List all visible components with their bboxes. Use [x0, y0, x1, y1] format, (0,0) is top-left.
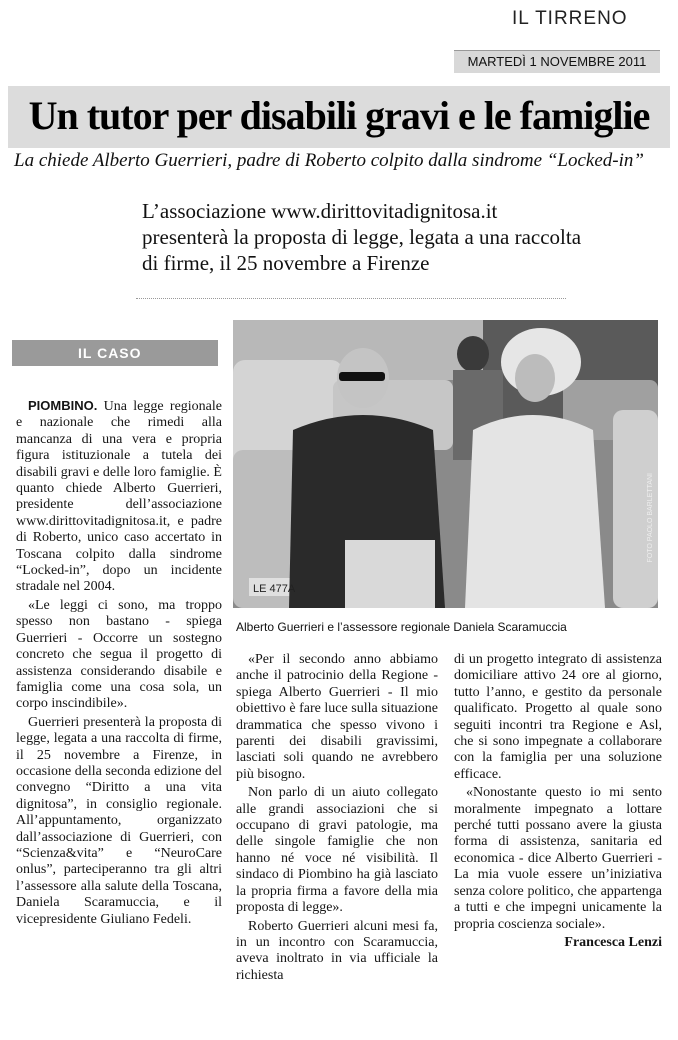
- paragraph: [16, 398, 222, 596]
- publication-date: MARTEDÌ 1 NOVEMBRE 2011: [454, 50, 660, 73]
- article-column-3: [454, 652, 662, 951]
- paragraph: «Nonostante questo io mi sento moralmente impegnato a lottare perché tutti possano avere la giusta forma di assistenza, sanitaria ed economica - dice Alberto Guerrieri - La mia vuole essere un’iniziativa senza colore politico, che appartenga a tutti e che impegni unicamente la propria coscienza sociale».: [454, 785, 662, 932]
- paragraph: Non parlo di un aiuto collegato alle grandi associazioni che si occupano di gravi patologie, ma delle singole famiglie che non hanno né voce né visibilità. Il sindaco di Piombino ha già lasciato la propria firma a favore della mia proposta di legge».: [236, 785, 438, 916]
- author-signature: Francesca Lenzi: [564, 934, 662, 950]
- paragraph: «Per il secondo anno abbiamo anche il patrocinio della Regione - spiega Alberto Guerrieri - Il mio obiettivo è fare luce sulla situazione drammatica che spesso vivono i parenti dei disabili gravissimi, lasciati soli quando ne avrebbero più bisogno.: [236, 652, 438, 782]
- dateline: PIOMBINO.: [28, 398, 98, 413]
- paragraph: di un progetto integrato di assistenza domiciliare attivo 24 ore al giorno, tutto l’anno, e gestito da personale qualificato. Progetto al quale sono seguiti incontri tra Regione e Asl, che si sono impegnate a collaborare con la famiglia per una soluzione efficace.: [454, 652, 662, 782]
- article-column-2: [236, 652, 438, 986]
- paragraph-text: Una legge regionale e nazionale che rimedi alla mancanza di una vera e propria figura istituzionale a tutela dei disabili gravi e delle loro famiglie. È quanto chiede Alberto Guerrieri, presidente dell’associazione www.dirittovitadignitosa.it, e padre di Roberto, unico caso accertato in Toscana colpito dalla sindrome “Locked-in”, dopo un incidente stradale nel 2004.: [16, 399, 222, 595]
- newspaper-name: IL TIRRENO: [512, 8, 628, 29]
- paragraph: Guerrieri presenterà la proposta di legge, legata a una raccolta di firme, il 25 novembre a Firenze, in occasione della seconda edizione del convegno “Diritto a una vita dignitosa”, in consiglio regionale. All’appuntamento, organizzato dall’associazione di Guerrieri, con “Scienza&vita” e “NeuroCare onlus”, parteciperanno tra gli altri l’assessore alla salute della Toscana, Daniela Scaramuccia, e il vicepresidente Giuliano Fedeli.: [16, 714, 223, 927]
- article-column-1: [16, 398, 222, 930]
- paragraph: Roberto Guerrieri alcuni mesi fa, in un incontro con Scaramuccia, aveva inoltrato in via ufficiale la richiesta: [236, 918, 438, 983]
- photo-illustration: [233, 320, 658, 608]
- section-tag: IL CASO: [12, 340, 218, 366]
- license-plate-text: LE 477A: [253, 583, 296, 595]
- deck-divider: [136, 298, 566, 299]
- photo-caption: Alberto Guerrieri e l’assessore regionale Daniela Scaramuccia: [236, 620, 567, 634]
- article-deck: L’associazione www.dirittovitadignitosa.it presenterà la proposta di legge, legata a una raccolta di firme, il 25 novembre a Firenze: [142, 199, 582, 275]
- article-headline: Un tutor per disabili gravi e le famiglie: [8, 86, 670, 148]
- article-photo: [233, 320, 658, 608]
- paragraph: «Le leggi ci sono, ma troppo spesso non bastano - spiega Guerrieri - Occorre un sostegno concreto che segua il progetto di assistenza considerando disabile e famiglia come una cosa sola, un corpo inscindibile».: [16, 597, 222, 712]
- photo-credit: FOTO PAOLO BARLETTANI: [647, 472, 654, 562]
- article-subhead: La chiede Alberto Guerrieri, padre di Roberto colpito dalla sindrome “Locked-in”: [14, 150, 644, 171]
